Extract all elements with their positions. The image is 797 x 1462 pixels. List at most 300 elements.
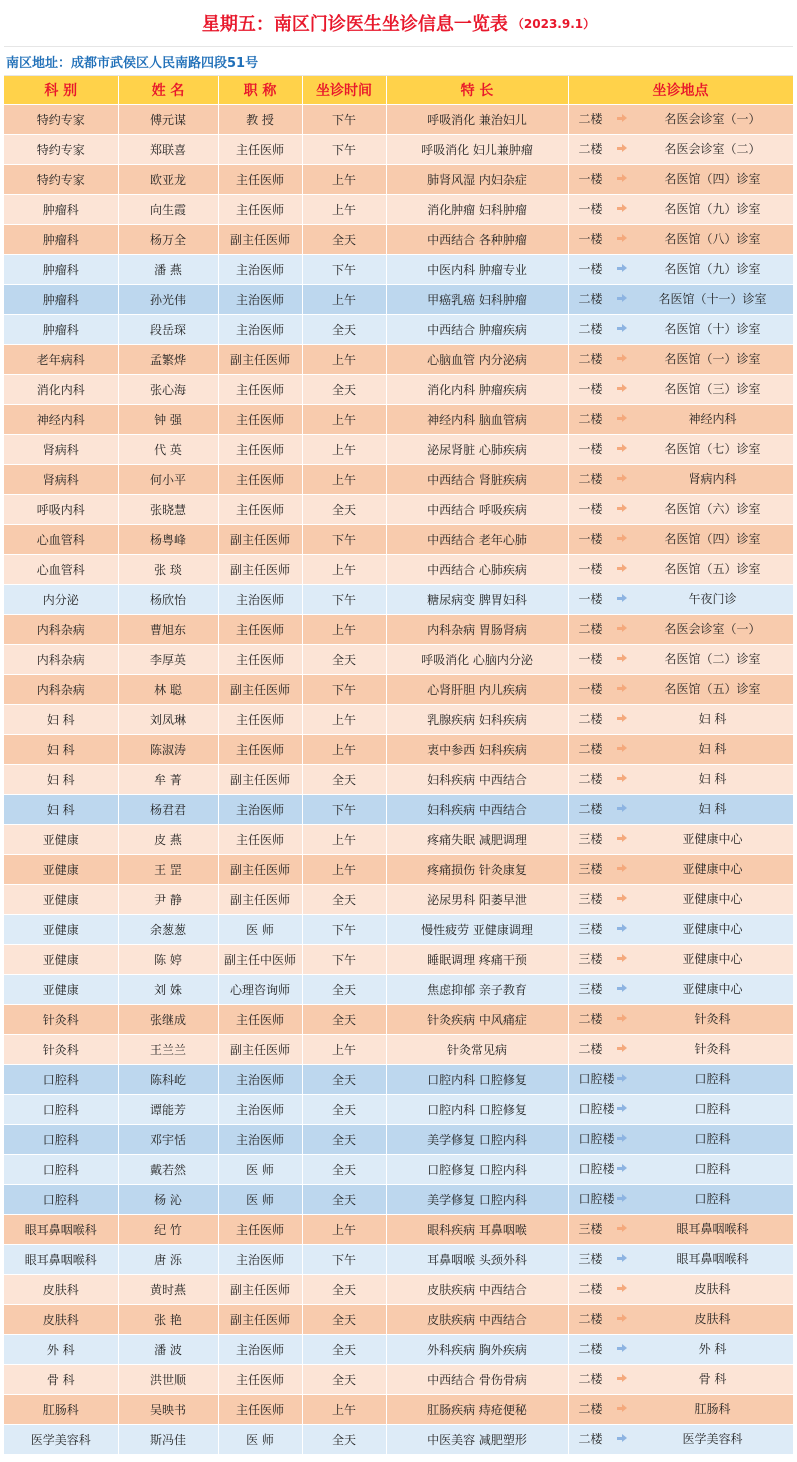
table-row: [4, 885, 793, 915]
dept-cell: 亚健康: [4, 825, 118, 855]
location-cell: [568, 1095, 793, 1125]
dept-cell: 特约专家: [4, 105, 118, 135]
right-arrow-icon: [617, 1344, 625, 1352]
job-title-cell: 主治医师: [218, 795, 302, 825]
clinic-time-cell: 上午: [302, 1395, 386, 1425]
location-cell: [568, 975, 793, 1005]
floor-label: 三楼: [578, 982, 603, 996]
location-cell: [568, 675, 793, 705]
clinic-time-cell: 上午: [302, 345, 386, 375]
dept-cell: 肿瘤科: [4, 195, 118, 225]
floor-label: 三楼: [578, 952, 603, 966]
doctor-name-cell: 杨君君: [118, 795, 218, 825]
dept-cell: 亚健康: [4, 915, 118, 945]
right-arrow-icon: [617, 624, 625, 632]
room-label: 名医馆（一）诊室: [664, 352, 761, 366]
right-arrow-icon: [617, 594, 625, 602]
right-arrow-icon: [617, 204, 625, 212]
clinic-time-cell: 全天: [302, 765, 386, 795]
job-title-cell: 主任医师: [218, 735, 302, 765]
clinic-time-cell: 全天: [302, 975, 386, 1005]
clinic-time-cell: 下午: [302, 585, 386, 615]
doctor-name-cell: 杨 沁: [118, 1185, 218, 1215]
job-title-cell: 主任医师: [218, 645, 302, 675]
dept-cell: 肿瘤科: [4, 285, 118, 315]
floor-label: 三楼: [578, 1252, 603, 1266]
room-label: 亚健康中心: [682, 922, 743, 936]
table-row: [4, 405, 793, 435]
floor-label: 三楼: [578, 892, 603, 906]
location-cell: [568, 1365, 793, 1395]
doctor-name-cell: 戴若然: [118, 1155, 218, 1185]
table-row: [4, 195, 793, 225]
doctor-name-cell: 林 聪: [118, 675, 218, 705]
specialty-cell: 中医美容 减肥塑形: [386, 1425, 568, 1455]
room-label: 名医馆（五）诊室: [664, 682, 761, 696]
doctor-name-cell: 李厚英: [118, 645, 218, 675]
clinic-time-cell: 全天: [302, 1275, 386, 1305]
floor-label: 一楼: [578, 502, 603, 516]
right-arrow-icon: [617, 984, 625, 992]
dept-cell: 肿瘤科: [4, 255, 118, 285]
right-arrow-icon: [617, 654, 625, 662]
doctor-name-cell: 邓宇恬: [118, 1125, 218, 1155]
room-label: 亚健康中心: [682, 982, 743, 996]
doctor-name-cell: 杨粤峰: [118, 525, 218, 555]
job-title-cell: 副主任医师: [218, 225, 302, 255]
floor-label: 一楼: [578, 592, 603, 606]
right-arrow-icon: [617, 1374, 625, 1382]
job-title-cell: 主任医师: [218, 615, 302, 645]
job-title-cell: 副主任医师: [218, 885, 302, 915]
right-arrow-icon: [617, 894, 625, 902]
clinic-time-cell: 上午: [302, 825, 386, 855]
table-body: [4, 105, 793, 1455]
clinic-time-cell: 全天: [302, 1125, 386, 1155]
doctor-name-cell: 纪 竹: [118, 1215, 218, 1245]
dept-cell: 口腔科: [4, 1185, 118, 1215]
dept-cell: 口腔科: [4, 1125, 118, 1155]
doctor-name-cell: 潘 燕: [118, 255, 218, 285]
specialty-cell: 美学修复 口腔内科: [386, 1185, 568, 1215]
room-label: 眼耳鼻咽喉科: [676, 1222, 749, 1236]
doctor-name-cell: 何小平: [118, 465, 218, 495]
doctor-name-cell: 斯冯佳: [118, 1425, 218, 1455]
right-arrow-icon: [617, 684, 625, 692]
location-cell: [568, 1275, 793, 1305]
floor-label: 一楼: [578, 172, 603, 186]
clinic-time-cell: 全天: [302, 1425, 386, 1455]
clinic-time-cell: 全天: [302, 225, 386, 255]
table-row: [4, 1095, 793, 1125]
doctor-name-cell: 尹 静: [118, 885, 218, 915]
dept-cell: 呼吸内科: [4, 495, 118, 525]
dept-cell: 妇 科: [4, 735, 118, 765]
clinic-time-cell: 下午: [302, 135, 386, 165]
dept-cell: 妇 科: [4, 765, 118, 795]
right-arrow-icon: [617, 714, 625, 722]
clinic-time-cell: 全天: [302, 1065, 386, 1095]
table-row: [4, 735, 793, 765]
dept-cell: 眼耳鼻咽喉科: [4, 1215, 118, 1245]
specialty-cell: 皮肤疾病 中西结合: [386, 1275, 568, 1305]
table-row: [4, 465, 793, 495]
floor-label: 二楼: [578, 412, 603, 426]
location-cell: [568, 375, 793, 405]
doctor-name-cell: 曹旭东: [118, 615, 218, 645]
location-cell: [568, 135, 793, 165]
clinic-time-cell: 全天: [302, 495, 386, 525]
doctor-name-cell: 杨万全: [118, 225, 218, 255]
right-arrow-icon: [617, 294, 625, 302]
location-cell: [568, 1185, 793, 1215]
job-title-cell: 副主任医师: [218, 675, 302, 705]
table-row: [4, 165, 793, 195]
job-title-cell: 主任医师: [218, 1005, 302, 1035]
dept-cell: 妇 科: [4, 705, 118, 735]
clinic-time-cell: 上午: [302, 735, 386, 765]
table-row: [4, 345, 793, 375]
specialty-cell: 焦虑抑郁 亲子教育: [386, 975, 568, 1005]
room-label: 妇 科: [698, 772, 727, 786]
doctor-name-cell: 欧亚龙: [118, 165, 218, 195]
specialty-cell: 中西结合 骨伤骨病: [386, 1365, 568, 1395]
room-label: 外 科: [698, 1342, 727, 1356]
location-cell: [568, 225, 793, 255]
table-row: [4, 225, 793, 255]
specialty-cell: 心脑血管 内分泌病: [386, 345, 568, 375]
table-row: [4, 855, 793, 885]
room-label: 口腔科: [694, 1132, 731, 1146]
location-cell: [568, 435, 793, 465]
specialty-cell: 呼吸消化 妇儿兼肿瘤: [386, 135, 568, 165]
right-arrow-icon: [617, 834, 625, 842]
specialty-cell: 口腔内科 口腔修复: [386, 1065, 568, 1095]
floor-label: 二楼: [578, 1042, 603, 1056]
location-cell: [568, 165, 793, 195]
table-row: [4, 1305, 793, 1335]
right-arrow-icon: [617, 744, 625, 752]
right-arrow-icon: [617, 1434, 625, 1442]
location-cell: [568, 105, 793, 135]
dept-cell: 亚健康: [4, 885, 118, 915]
clinic-time-cell: 全天: [302, 315, 386, 345]
location-cell: [568, 1155, 793, 1185]
right-arrow-icon: [617, 1404, 625, 1412]
floor-label: 一楼: [578, 682, 603, 696]
table-row: [4, 1125, 793, 1155]
dept-cell: 内科杂病: [4, 675, 118, 705]
right-arrow-icon: [617, 1014, 625, 1022]
room-label: 亚健康中心: [682, 952, 743, 966]
location-cell: [568, 1425, 793, 1455]
job-title-cell: 心理咨询师: [218, 975, 302, 1005]
dept-cell: 心血管科: [4, 555, 118, 585]
doctor-name-cell: 杨欣怡: [118, 585, 218, 615]
clinic-time-cell: 下午: [302, 675, 386, 705]
location-cell: [568, 645, 793, 675]
doctor-schedule-table: [4, 76, 794, 1455]
job-title-cell: 副主任医师: [218, 345, 302, 375]
job-title-cell: 医 师: [218, 1155, 302, 1185]
specialty-cell: 疼痛失眠 减肥调理: [386, 825, 568, 855]
right-arrow-icon: [617, 324, 625, 332]
specialty-cell: 慢性疲劳 亚健康调理: [386, 915, 568, 945]
table-row: [4, 1065, 793, 1095]
location-cell: [568, 825, 793, 855]
room-label: 皮肤科: [694, 1312, 731, 1326]
specialty-cell: 乳腺疾病 妇科疾病: [386, 705, 568, 735]
doctor-name-cell: 钟 强: [118, 405, 218, 435]
room-label: 名医馆（三）诊室: [664, 382, 761, 396]
floor-label: 一楼: [578, 202, 603, 216]
room-label: 名医馆（四）诊室: [664, 172, 761, 186]
floor-label: 口腔楼: [578, 1162, 615, 1176]
right-arrow-icon: [617, 1194, 625, 1202]
location-cell: [568, 945, 793, 975]
floor-label: 二楼: [578, 112, 603, 126]
specialty-cell: 消化内科 肿瘤疾病: [386, 375, 568, 405]
right-arrow-icon: [617, 414, 625, 422]
dept-cell: 外 科: [4, 1335, 118, 1365]
dept-cell: 神经内科: [4, 405, 118, 435]
doctor-name-cell: 牟 菁: [118, 765, 218, 795]
floor-label: 二楼: [578, 712, 603, 726]
job-title-cell: 主任医师: [218, 435, 302, 465]
location-cell: [568, 195, 793, 225]
location-cell: [568, 765, 793, 795]
specialty-cell: 心肾肝胆 内儿疾病: [386, 675, 568, 705]
dept-cell: 亚健康: [4, 975, 118, 1005]
doctor-name-cell: 王兰兰: [118, 1035, 218, 1065]
floor-label: 一楼: [578, 562, 603, 576]
specialty-cell: 针灸疾病 中风痛症: [386, 1005, 568, 1035]
doctor-name-cell: 张 艳: [118, 1305, 218, 1335]
specialty-cell: 中西结合 肾脏疾病: [386, 465, 568, 495]
clinic-time-cell: 全天: [302, 1335, 386, 1365]
clinic-time-cell: 全天: [302, 1305, 386, 1335]
job-title-cell: 主任医师: [218, 1365, 302, 1395]
doctor-name-cell: 张 琰: [118, 555, 218, 585]
floor-label: 一楼: [578, 652, 603, 666]
table-row: [4, 825, 793, 855]
right-arrow-icon: [617, 924, 625, 932]
clinic-time-cell: 下午: [302, 525, 386, 555]
room-label: 午夜门诊: [688, 592, 737, 606]
room-label: 名医馆（七）诊室: [664, 442, 761, 456]
dept-cell: 肾病科: [4, 465, 118, 495]
specialty-cell: 口腔修复 口腔内科: [386, 1155, 568, 1185]
floor-label: 二楼: [578, 292, 603, 306]
column-header-title: 职 称: [218, 76, 302, 105]
specialty-cell: 中西结合 各种肿瘤: [386, 225, 568, 255]
doctor-name-cell: 张继成: [118, 1005, 218, 1035]
room-label: 肛肠科: [694, 1402, 731, 1416]
clinic-time-cell: 下午: [302, 945, 386, 975]
location-cell: [568, 555, 793, 585]
floor-label: 二楼: [578, 802, 603, 816]
table-row: [4, 1335, 793, 1365]
specialty-cell: 外科疾病 胸外疾病: [386, 1335, 568, 1365]
specialty-cell: 消化肿瘤 妇科肿瘤: [386, 195, 568, 225]
room-label: 名医会诊室（二）: [664, 142, 761, 156]
clinic-time-cell: 上午: [302, 555, 386, 585]
dept-cell: 特约专家: [4, 135, 118, 165]
table-row: [4, 1245, 793, 1275]
job-title-cell: 主治医师: [218, 315, 302, 345]
location-cell: [568, 1065, 793, 1095]
location-cell: [568, 795, 793, 825]
table-row: [4, 675, 793, 705]
right-arrow-icon: [617, 384, 625, 392]
table-row: [4, 285, 793, 315]
table-row: [4, 705, 793, 735]
right-arrow-icon: [617, 564, 625, 572]
clinic-time-cell: 下午: [302, 105, 386, 135]
table-row: [4, 1275, 793, 1305]
room-label: 名医馆（十一）诊室: [658, 292, 767, 306]
right-arrow-icon: [617, 1164, 625, 1172]
doctor-name-cell: 陈淑涛: [118, 735, 218, 765]
dept-cell: 亚健康: [4, 855, 118, 885]
dept-cell: 针灸科: [4, 1035, 118, 1065]
room-label: 名医馆（九）诊室: [664, 202, 761, 216]
location-cell: [568, 855, 793, 885]
doctor-name-cell: 潘 波: [118, 1335, 218, 1365]
dept-cell: 口腔科: [4, 1155, 118, 1185]
job-title-cell: 主治医师: [218, 255, 302, 285]
specialty-cell: 中医内科 肿瘤专业: [386, 255, 568, 285]
table-row: [4, 1215, 793, 1245]
doctor-name-cell: 孟繁烨: [118, 345, 218, 375]
right-arrow-icon: [617, 114, 625, 122]
right-arrow-icon: [617, 804, 625, 812]
dept-cell: 肿瘤科: [4, 315, 118, 345]
room-label: 名医馆（九）诊室: [664, 262, 761, 276]
right-arrow-icon: [617, 504, 625, 512]
specialty-cell: 美学修复 口腔内科: [386, 1125, 568, 1155]
specialty-cell: 眼科疾病 耳鼻咽喉: [386, 1215, 568, 1245]
room-label: 名医馆（八）诊室: [664, 232, 761, 246]
job-title-cell: 主任医师: [218, 705, 302, 735]
specialty-cell: 耳鼻咽喉 头颈外科: [386, 1245, 568, 1275]
floor-label: 一楼: [578, 442, 603, 456]
floor-label: 口腔楼: [578, 1192, 615, 1206]
room-label: 骨 科: [698, 1372, 727, 1386]
job-title-cell: 主任医师: [218, 375, 302, 405]
specialty-cell: 睡眠调理 疼痛干预: [386, 945, 568, 975]
clinic-time-cell: 上午: [302, 705, 386, 735]
location-cell: [568, 495, 793, 525]
specialty-cell: 口腔内科 口腔修复: [386, 1095, 568, 1125]
job-title-cell: 副主任医师: [218, 525, 302, 555]
doctor-name-cell: 余葱葱: [118, 915, 218, 945]
table-row: [4, 945, 793, 975]
location-cell: [568, 885, 793, 915]
specialty-cell: 妇科疾病 中西结合: [386, 795, 568, 825]
location-cell: [568, 915, 793, 945]
dept-cell: 医学美容科: [4, 1425, 118, 1455]
specialty-cell: 妇科疾病 中西结合: [386, 765, 568, 795]
clinic-time-cell: 全天: [302, 645, 386, 675]
location-cell: [568, 1305, 793, 1335]
location-cell: [568, 525, 793, 555]
room-label: 妇 科: [698, 802, 727, 816]
specialty-cell: 中西结合 心肺疾病: [386, 555, 568, 585]
doctor-name-cell: 谭能芳: [118, 1095, 218, 1125]
room-label: 针灸科: [694, 1042, 731, 1056]
room-label: 亚健康中心: [682, 862, 743, 876]
job-title-cell: 教 授: [218, 105, 302, 135]
right-arrow-icon: [617, 774, 625, 782]
doctor-name-cell: 傅元谋: [118, 105, 218, 135]
table-row: [4, 585, 793, 615]
table-row: [4, 1395, 793, 1425]
dept-cell: 妇 科: [4, 795, 118, 825]
table-row: [4, 435, 793, 465]
specialty-cell: 疼痛损伤 针灸康复: [386, 855, 568, 885]
specialty-cell: 皮肤疾病 中西结合: [386, 1305, 568, 1335]
job-title-cell: 副主任医师: [218, 1275, 302, 1305]
clinic-time-cell: 全天: [302, 1095, 386, 1125]
room-label: 名医会诊室（一）: [664, 112, 761, 126]
location-cell: [568, 1125, 793, 1155]
address-line: 南区地址：成都市武侯区人民南路四段51号: [4, 47, 793, 76]
job-title-cell: 主任医师: [218, 495, 302, 525]
clinic-time-cell: 全天: [302, 885, 386, 915]
room-label: 名医馆（五）诊室: [664, 562, 761, 576]
title-bar: [4, 0, 793, 47]
specialty-cell: 肺肾风湿 内妇杂症: [386, 165, 568, 195]
location-cell: [568, 465, 793, 495]
floor-label: 一楼: [578, 532, 603, 546]
right-arrow-icon: [617, 234, 625, 242]
dept-cell: 内分泌: [4, 585, 118, 615]
clinic-time-cell: 下午: [302, 795, 386, 825]
room-label: 肾病内科: [688, 472, 737, 486]
job-title-cell: 主治医师: [218, 1125, 302, 1155]
specialty-cell: 泌尿男科 阳萎早泄: [386, 885, 568, 915]
table-row: [4, 105, 793, 135]
location-cell: [568, 345, 793, 375]
specialty-cell: 内科杂病 胃肠肾病: [386, 615, 568, 645]
job-title-cell: 主治医师: [218, 1245, 302, 1275]
location-cell: [568, 585, 793, 615]
right-arrow-icon: [617, 144, 625, 152]
room-label: 名医馆（二）诊室: [664, 652, 761, 666]
dept-cell: 肛肠科: [4, 1395, 118, 1425]
job-title-cell: 主任医师: [218, 465, 302, 495]
job-title-cell: 主任医师: [218, 195, 302, 225]
clinic-time-cell: 上午: [302, 1215, 386, 1245]
doctor-name-cell: 吴映书: [118, 1395, 218, 1425]
dept-cell: 皮肤科: [4, 1275, 118, 1305]
floor-label: 一楼: [578, 262, 603, 276]
table-row: [4, 495, 793, 525]
floor-label: 二楼: [578, 742, 603, 756]
floor-label: 二楼: [578, 772, 603, 786]
room-label: 针灸科: [694, 1012, 731, 1026]
right-arrow-icon: [617, 444, 625, 452]
doctor-name-cell: 王 罡: [118, 855, 218, 885]
floor-label: 二楼: [578, 622, 603, 636]
clinic-time-cell: 下午: [302, 255, 386, 285]
floor-label: 二楼: [578, 352, 603, 366]
location-cell: [568, 255, 793, 285]
doctor-name-cell: 张心海: [118, 375, 218, 405]
clinic-time-cell: 上午: [302, 285, 386, 315]
table-row: [4, 645, 793, 675]
